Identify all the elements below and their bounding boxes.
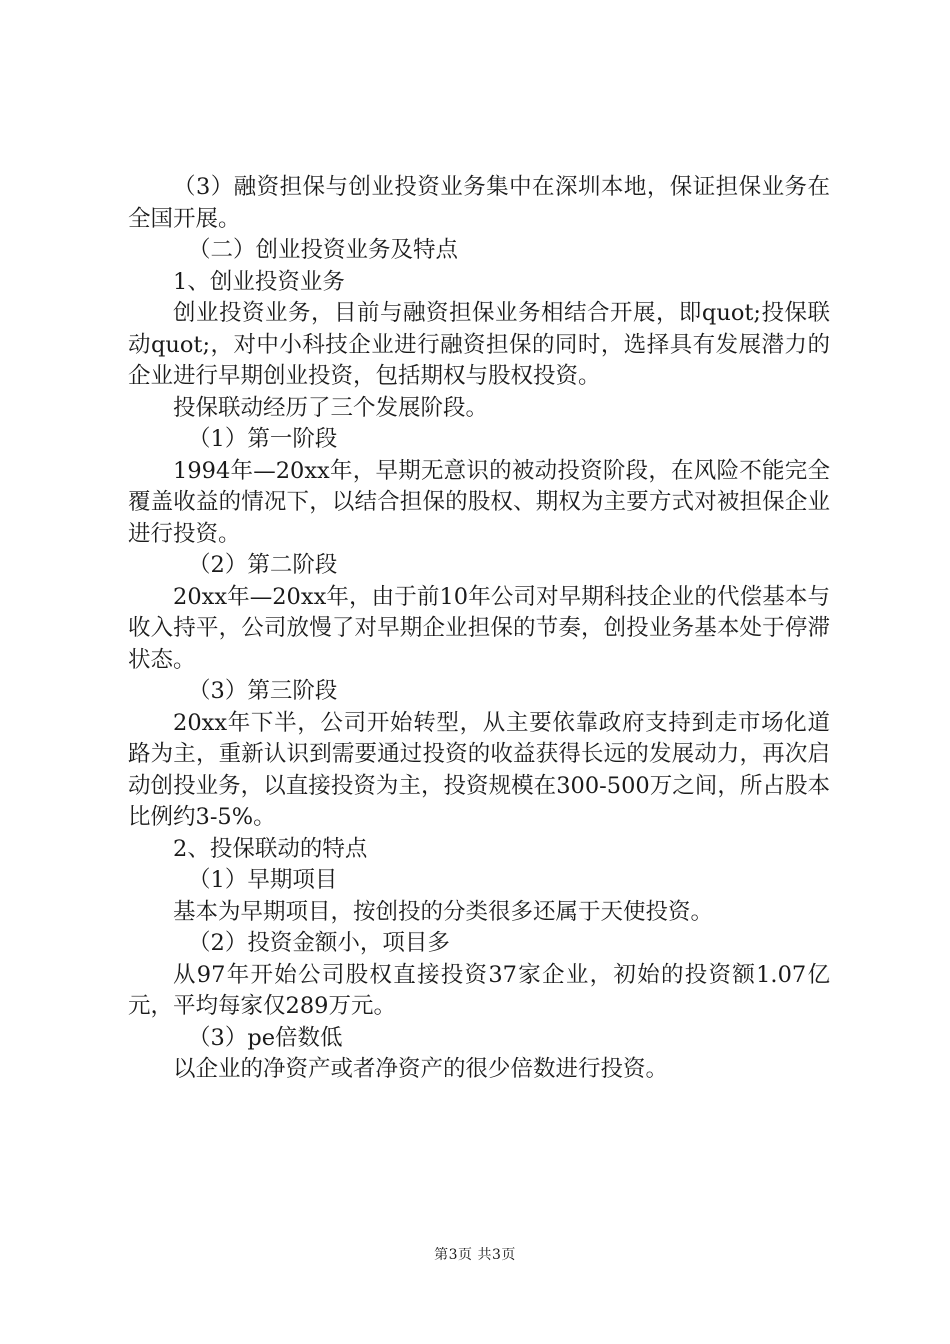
paragraph-feature-2: 从97年开始公司股权直接投资37家企业，初始的投资额1.07亿元，平均每家仅289万元。 (128, 961, 830, 1019)
heading-feature-2: （2）投资金额小，项目多 (188, 930, 450, 956)
document-body (128, 172, 830, 1086)
heading-feature-3: （3）pe倍数低 (188, 1024, 343, 1051)
paragraph-stage-3: 20xx年下半，公司开始转型，从主要依靠政府支持到走市场化道路为主，重新认识到需要通过投资的收益获得长远的发展动力，再次启动创投业务，以直接投资为主，投资规模在300-500万之间，所占股本比例约3-5%。 (128, 709, 830, 830)
page-footer: 第3页 共3页 (434, 1247, 516, 1263)
heading-feature-1: （1）早期项目 (188, 867, 338, 893)
paragraph-feature-3: 以企业的净资产或者净资产的很少倍数进行投资。 (173, 1056, 669, 1082)
heading-features: 2、投保联动的特点 (173, 835, 368, 862)
heading-stage-1: （1）第一阶段 (188, 426, 338, 452)
heading-stage-2: （2）第二阶段 (188, 552, 338, 578)
paragraph-feature-1: 基本为早期项目，按创投的分类很多还属于天使投资。 (173, 898, 714, 925)
paragraph-stage-2: 20xx年—20xx年，由于前10年公司对早期科技企业的代偿基本与收入持平，公司放慢了对早期企业担保的节奏，创投业务基本处于停滞状态。 (128, 583, 830, 673)
heading-venture-business-1: 1、创业投资业务 (173, 268, 345, 295)
paragraph-three-stages: 投保联动经历了三个发展阶段。 (173, 394, 489, 421)
paragraph-venture-intro: 创业投资业务，目前与融资担保业务相结合开展，即quot;投保联动quot;，对中小科技企业进行融资担保的同时，选择具有发展潜力的企业进行早期创业投资，包括期权与股权投资。 (128, 300, 830, 389)
paragraph-financing-scope: （3）融资担保与创业投资业务集中在深圳本地，保证担保业务在全国开展。 (128, 174, 830, 232)
paragraph-stage-1: 1994年—20xx年，早期无意识的被动投资阶段，在风险不能完全覆盖收益的情况下，以结合担保的股权、期权为主要方式对被担保企业进行投资。 (128, 457, 830, 547)
heading-stage-3: （3）第三阶段 (188, 678, 338, 704)
heading-venture-business: （二）创业投资业务及特点 (188, 237, 459, 263)
